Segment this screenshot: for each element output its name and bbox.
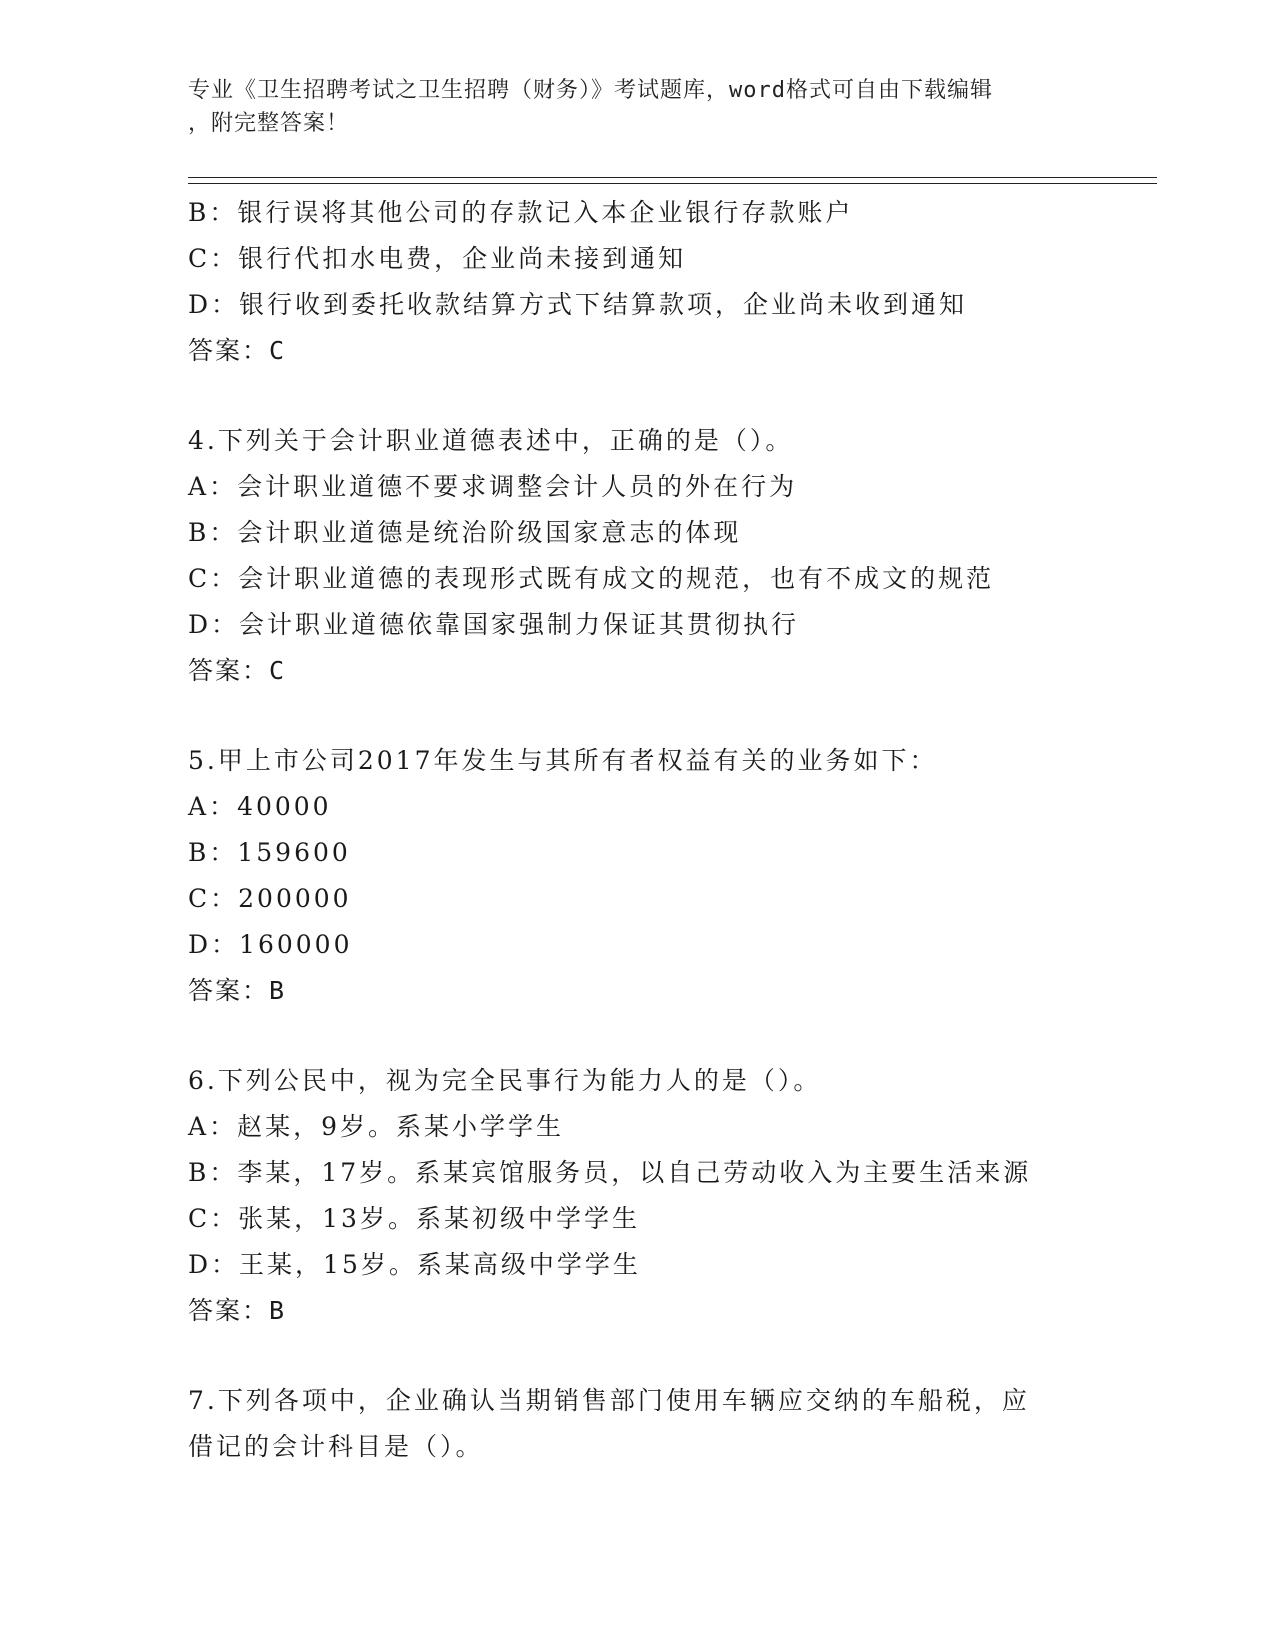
option-a [188,784,1088,830]
question-content [188,190,1088,1470]
option-text: 160000 [239,930,353,959]
option-text: 200000 [238,884,352,913]
option-letter: A： [188,1112,238,1141]
question-5 [188,738,1088,1014]
option-letter: B： [188,1158,238,1187]
option-text: 银行代扣水电费，企业尚未接到通知 [238,244,687,273]
spacer [188,1014,1088,1058]
spacer [188,374,1088,418]
answer-label: 答案： [188,336,270,365]
option-c [188,1196,1088,1242]
question-stem-line-1: 7.下列各项中，企业确认当期销售部门使用车辆应交纳的车船税，应 [188,1386,1030,1415]
option-a [188,464,1088,510]
option-text: 王某，15岁。系某高级中学学生 [239,1250,641,1279]
option-b [188,1150,1088,1196]
question-3-partial [188,190,1088,374]
option-letter: C： [188,1204,239,1233]
option-text: 李某，17岁。系某宾馆服务员，以自己劳动收入为主要生活来源 [237,1158,1032,1187]
question-7 [188,1378,1088,1470]
option-c [188,876,1088,922]
option-d [188,1242,1088,1288]
spacer [188,694,1088,738]
answer-value: B [269,976,287,1005]
option-d [188,282,1088,328]
option-letter: B： [188,838,238,867]
option-b [188,510,1088,556]
option-b [188,830,1088,876]
header-title-line-1: 专业《卫生招聘考试之卫生招聘（财务）》考试题库，word格式可自由下载编辑 [188,78,993,103]
option-letter: B： [188,198,238,227]
option-letter: D： [188,1250,240,1279]
option-letter: A： [188,472,238,501]
answer-value: C [269,656,287,685]
option-text: 159600 [237,838,351,867]
option-text: 会计职业道德是统治阶级国家意志的体现 [237,518,742,547]
answer-label: 答案： [188,656,270,685]
header-title-line-2: ，附完整答案！ [188,111,350,136]
option-text: 会计职业道德不要求调整会计人员的外在行为 [237,472,798,501]
option-d [188,602,1088,648]
header-divider [188,177,1157,184]
option-a [188,1104,1088,1150]
option-text: 张某，13岁。系某初级中学学生 [238,1204,640,1233]
option-letter: C： [188,884,239,913]
spacer [188,1334,1088,1378]
option-letter: C： [188,244,239,273]
option-letter: D： [188,610,240,639]
document-header [188,74,1088,140]
option-d [188,922,1088,968]
question-stem-line-2: 借记的会计科目是（）。 [188,1432,484,1461]
option-letter: C： [188,564,239,593]
option-text: 银行收到委托收款结算方式下结算款项，企业尚未收到通知 [239,290,968,319]
answer-value: C [269,336,287,365]
option-text: 会计职业道德的表现形式既有成文的规范，也有不成文的规范 [238,564,995,593]
option-letter: D： [188,290,240,319]
option-text: 40000 [237,792,332,821]
option-text: 银行误将其他公司的存款记入本企业银行存款账户 [237,198,854,227]
option-letter: B： [188,518,238,547]
question-stem: 4.下列关于会计职业道德表述中，正确的是（）。 [188,426,794,455]
question-stem: 5.甲上市公司2017年发生与其所有者权益有关的业务如下： [188,746,938,775]
answer-line [188,968,1088,1014]
option-c [188,556,1088,602]
answer-label: 答案： [188,976,270,1005]
option-text: 赵某，9岁。系某小学学生 [237,1112,564,1141]
option-letter: D： [188,930,240,959]
question-stem: 6.下列公民中，视为完全民事行为能力人的是（）。 [188,1066,822,1095]
option-letter: A： [188,792,238,821]
answer-label: 答案： [188,1296,270,1325]
question-6 [188,1058,1088,1334]
question-4 [188,418,1088,694]
answer-line [188,1288,1088,1334]
option-c [188,236,1088,282]
answer-line [188,328,1088,374]
option-text: 会计职业道德依靠国家强制力保证其贯彻执行 [239,610,800,639]
option-b [188,190,1088,236]
answer-value: B [269,1296,287,1325]
answer-line [188,648,1088,694]
